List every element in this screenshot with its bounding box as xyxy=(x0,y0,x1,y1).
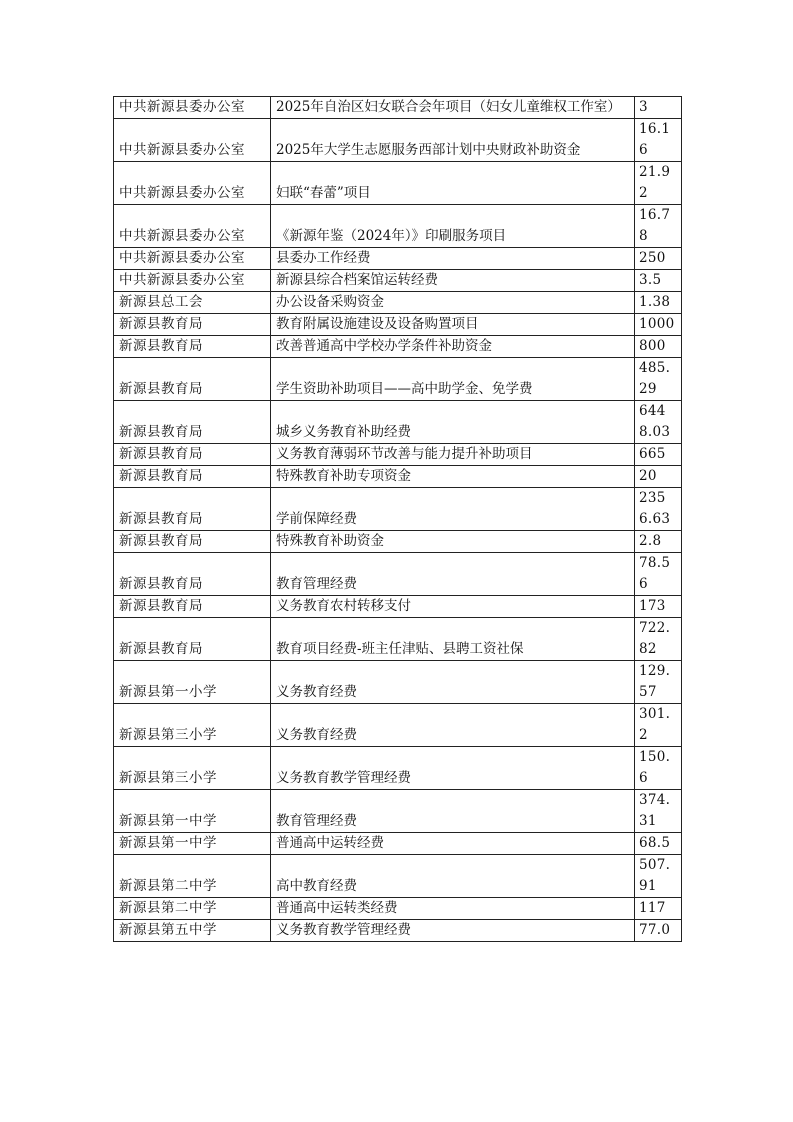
unit-cell: 新源县总工会 xyxy=(114,292,271,314)
project-cell: 特殊教育补助专项资金 xyxy=(271,466,635,488)
amount-cell: 129.57 xyxy=(635,661,682,704)
amount-cell: 78.56 xyxy=(635,553,682,596)
project-cell: 学生资助补助项目——高中助学金、免学费 xyxy=(271,358,635,401)
unit-cell: 新源县教育局 xyxy=(114,314,271,336)
table-row xyxy=(114,898,682,920)
project-cell: 学前保障经费 xyxy=(271,488,635,531)
unit-cell: 中共新源县委办公室 xyxy=(114,270,271,292)
table-row xyxy=(114,553,682,596)
table-row xyxy=(114,661,682,704)
project-cell: 妇联“春蕾”项目 xyxy=(271,162,635,205)
amount-cell: 3 xyxy=(635,97,682,119)
table-row xyxy=(114,205,682,248)
amount-cell: 150.6 xyxy=(635,747,682,790)
table-row xyxy=(114,401,682,444)
amount-cell: 800 xyxy=(635,336,682,358)
unit-cell: 新源县教育局 xyxy=(114,336,271,358)
amount-cell: 16.16 xyxy=(635,119,682,162)
amount-cell: 1000 xyxy=(635,314,682,336)
table-row xyxy=(114,162,682,205)
unit-cell: 新源县第三小学 xyxy=(114,704,271,747)
table-row xyxy=(114,444,682,466)
unit-cell: 新源县第三小学 xyxy=(114,747,271,790)
table-row xyxy=(114,336,682,358)
amount-cell: 665 xyxy=(635,444,682,466)
unit-cell: 中共新源县委办公室 xyxy=(114,248,271,270)
unit-cell: 新源县教育局 xyxy=(114,444,271,466)
table-row xyxy=(114,119,682,162)
unit-cell: 新源县教育局 xyxy=(114,596,271,618)
amount-cell: 1.38 xyxy=(635,292,682,314)
table-row xyxy=(114,248,682,270)
project-cell: 教育管理经费 xyxy=(271,790,635,833)
project-cell: 普通高中运转类经费 xyxy=(271,898,635,920)
amount-cell: 374.31 xyxy=(635,790,682,833)
project-cell: 2025年大学生志愿服务西部计划中央财政补助资金 xyxy=(271,119,635,162)
amount-cell: 3.5 xyxy=(635,270,682,292)
amount-cell: 507.91 xyxy=(635,855,682,898)
project-cell: 高中教育经费 xyxy=(271,855,635,898)
unit-cell: 新源县第二中学 xyxy=(114,898,271,920)
project-cell: 改善普通高中学校办学条件补助资金 xyxy=(271,336,635,358)
unit-cell: 新源县教育局 xyxy=(114,553,271,596)
unit-cell: 新源县教育局 xyxy=(114,488,271,531)
project-cell: 义务教育经费 xyxy=(271,661,635,704)
budget-table xyxy=(113,96,682,942)
unit-cell: 新源县教育局 xyxy=(114,618,271,661)
amount-cell: 21.92 xyxy=(635,162,682,205)
project-cell: 新源县综合档案馆运转经费 xyxy=(271,270,635,292)
project-cell: 《新源年鉴（2024年）》印刷服务项目 xyxy=(271,205,635,248)
project-cell: 县委办工作经费 xyxy=(271,248,635,270)
table-row xyxy=(114,466,682,488)
table-row xyxy=(114,855,682,898)
unit-cell: 新源县教育局 xyxy=(114,358,271,401)
amount-cell: 2356.63 xyxy=(635,488,682,531)
table-row xyxy=(114,97,682,119)
amount-cell: 2.8 xyxy=(635,531,682,553)
project-cell: 义务教育薄弱环节改善与能力提升补助项目 xyxy=(271,444,635,466)
unit-cell: 新源县教育局 xyxy=(114,466,271,488)
project-cell: 城乡义务教育补助经费 xyxy=(271,401,635,444)
amount-cell: 250 xyxy=(635,248,682,270)
unit-cell: 新源县教育局 xyxy=(114,531,271,553)
table-row xyxy=(114,596,682,618)
table-row xyxy=(114,618,682,661)
unit-cell: 中共新源县委办公室 xyxy=(114,162,271,205)
amount-cell: 173 xyxy=(635,596,682,618)
amount-cell: 6448.03 xyxy=(635,401,682,444)
table-row xyxy=(114,270,682,292)
project-cell: 普通高中运转经费 xyxy=(271,833,635,855)
unit-cell: 中共新源县委办公室 xyxy=(114,97,271,119)
table-row xyxy=(114,790,682,833)
unit-cell: 中共新源县委办公室 xyxy=(114,205,271,248)
project-cell: 办公设备采购资金 xyxy=(271,292,635,314)
table-row xyxy=(114,833,682,855)
amount-cell: 301.2 xyxy=(635,704,682,747)
amount-cell: 117 xyxy=(635,898,682,920)
budget-table-body xyxy=(114,97,682,942)
project-cell: 特殊教育补助资金 xyxy=(271,531,635,553)
amount-cell: 16.78 xyxy=(635,205,682,248)
unit-cell: 新源县第一中学 xyxy=(114,790,271,833)
project-cell: 2025年自治区妇女联合会年项目（妇女儿童维权工作室） xyxy=(271,97,635,119)
unit-cell: 新源县教育局 xyxy=(114,401,271,444)
table-row xyxy=(114,314,682,336)
amount-cell: 20 xyxy=(635,466,682,488)
table-row xyxy=(114,531,682,553)
table-row xyxy=(114,488,682,531)
amount-cell: 722.82 xyxy=(635,618,682,661)
table-row xyxy=(114,358,682,401)
amount-cell: 77.0 xyxy=(635,920,682,942)
project-cell: 义务教育农村转移支付 xyxy=(271,596,635,618)
project-cell: 义务教育教学管理经费 xyxy=(271,920,635,942)
unit-cell: 新源县第二中学 xyxy=(114,855,271,898)
unit-cell: 新源县第一中学 xyxy=(114,833,271,855)
amount-cell: 68.5 xyxy=(635,833,682,855)
table-row xyxy=(114,747,682,790)
unit-cell: 新源县第一小学 xyxy=(114,661,271,704)
project-cell: 教育管理经费 xyxy=(271,553,635,596)
project-cell: 义务教育教学管理经费 xyxy=(271,747,635,790)
project-cell: 义务教育经费 xyxy=(271,704,635,747)
table-row xyxy=(114,292,682,314)
table-row xyxy=(114,920,682,942)
unit-cell: 新源县第五中学 xyxy=(114,920,271,942)
project-cell: 教育项目经费-班主任津贴、县聘工资社保 xyxy=(271,618,635,661)
project-cell: 教育附属设施建设及设备购置项目 xyxy=(271,314,635,336)
amount-cell: 485.29 xyxy=(635,358,682,401)
table-row xyxy=(114,704,682,747)
unit-cell: 中共新源县委办公室 xyxy=(114,119,271,162)
